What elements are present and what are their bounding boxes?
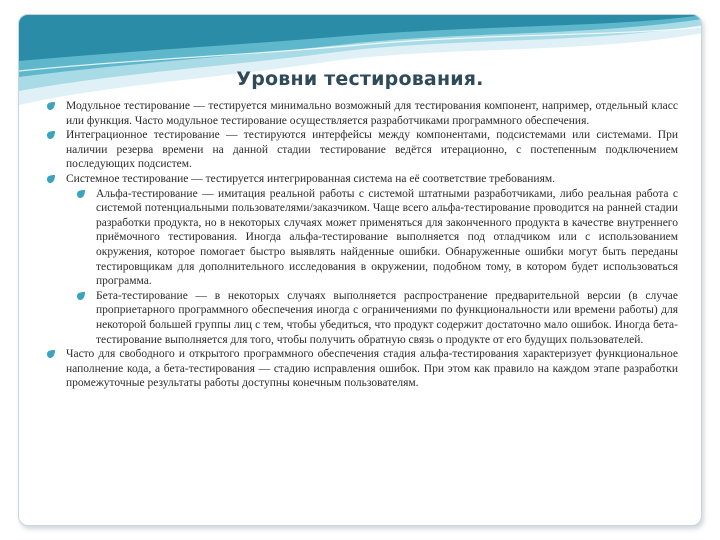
leaf-bullet-icon xyxy=(76,189,86,199)
subbullet-item-beta-testing xyxy=(76,289,678,347)
bullet-item-system-testing xyxy=(46,172,678,187)
bullet-text: Часто для свободного и открытого программного обеспечения стадия альфа-тестирования характеризует функциональное наполнение кода, а бета-тестирования — стадию исправления ошибок. При этом как правило на каждом этапе разработки промежуточные результаты работы доступны конечным пользователям. xyxy=(66,348,678,390)
leaf-bullet-icon xyxy=(46,130,56,140)
leaf-bullet-icon xyxy=(76,291,86,301)
bullet-item-unit-testing xyxy=(46,99,678,128)
slide-title: Уровни тестирования. xyxy=(236,68,484,90)
bullet-item-integration-testing xyxy=(46,128,678,172)
leaf-bullet-icon xyxy=(46,101,56,111)
bullet-text: Модульное тестирование — тестируется минимально возможный для тестирования компонент, например, отдельный класс или функция. Часто модульное тестирование осуществляется разработчиками программного обеспечения. xyxy=(66,100,678,127)
bullet-text: Интеграционное тестирование — тестируются интерфейсы между компонентами, подсистемами или системами. При наличии резерва времени на данной стадии тестирование ведётся итерационно, с постепенным подключением последующих подсистем. xyxy=(66,129,678,171)
bullet-list xyxy=(46,99,678,391)
subbullet-text: Альфа-тестирование — имитация реальной работы с системой штатными разработчиками, либо реальная работа с системой потенциальными пользователями/заказчиком. Чаще всего альфа-тестирование проводится на ранней стадии разработки продукта, но в некоторых случаях может применяться для законченного продукта в качестве внутреннего приёмочного тестирования. Иногда альфа-тестирование выполняется под отладчиком или с использованием окружения, которое помогает быстро выявлять найденные ошибки. Обнаруженные ошибки могут быть переданы тестировщикам для дополнительного исследования в окружении, подобном тому, в котором будет использоваться программа. xyxy=(96,187,678,288)
leaf-bullet-icon xyxy=(46,174,56,184)
subbullet-text: Бета-тестирование — в некоторых случаях выполняется распространение предварительной версии (в случае проприетарного программного обеспечения иногда с ограничениями по функциональности или времени работы) для некоторой большей группы лиц с тем, чтобы убедиться, что продукт содержит достаточно мало ошибок. Иногда бета-тестирование выполняется для того, чтобы получить обратную связь о продукте от его будущих пользователей. xyxy=(96,289,678,346)
leaf-bullet-icon xyxy=(46,349,56,359)
bullet-item-open-source-note xyxy=(46,347,678,391)
subbullet-item-alpha-testing xyxy=(76,187,678,289)
bullet-text: Системное тестирование — тестируется интегрированная система на её соответствие требованиям. xyxy=(66,172,556,185)
